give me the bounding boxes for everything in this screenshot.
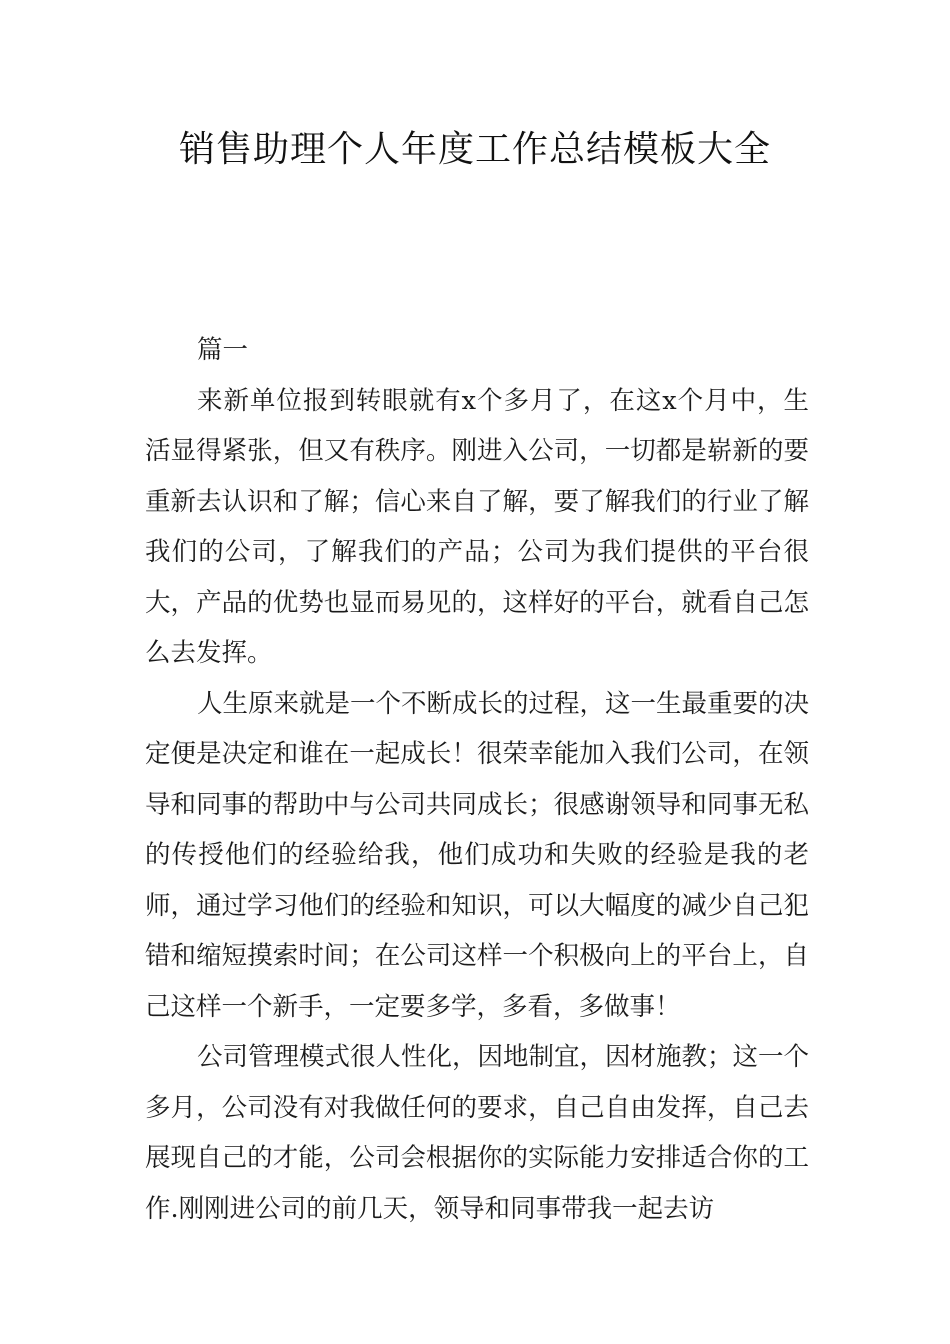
paragraph-1: 来新单位报到转眼就有x个多月了，在这x个月中，生活显得紧张，但又有秩序。刚进入公司，一切都是崭新的要重新去认识和了解；信心来自了解，要了解我们的行业了解我们的公司，了解我们的产品；公司为我们提供的平台很大，产品的优势也显而易见的，这样好的平台，就看自己怎么去发挥。 xyxy=(145,385,809,668)
paragraph-2: 人生原来就是一个不断成长的过程，这一生最重要的决定便是决定和谁在一起成长！很荣幸能加入我们公司，在领导和同事的帮助中与公司共同成长；很感谢领导和同事无私的传授他们的经验给我，他们成功和失败的经验是我的老师，通过学习他们的经验和知识，可以大幅度的减少自己犯错和缩短摸索时间；在公司这样一个积极向上的平台上，自己这样一个新手，一定要多学，多看，多做事！ xyxy=(145,688,810,1022)
document-body xyxy=(145,325,809,1234)
section-label: 篇一 xyxy=(197,335,249,365)
document-title: 销售助理个人年度工作总结模板大全 xyxy=(178,129,771,170)
paragraph-3: 公司管理模式很人性化，因地制宜，因材施教；这一个多月，公司没有对我做任何的要求，自己自由发挥，自己去展现自己的才能，公司会根据你的实际能力安排适合你的工作.刚刚进公司的前几天，领导和同事带我一起去访 xyxy=(145,1042,810,1224)
